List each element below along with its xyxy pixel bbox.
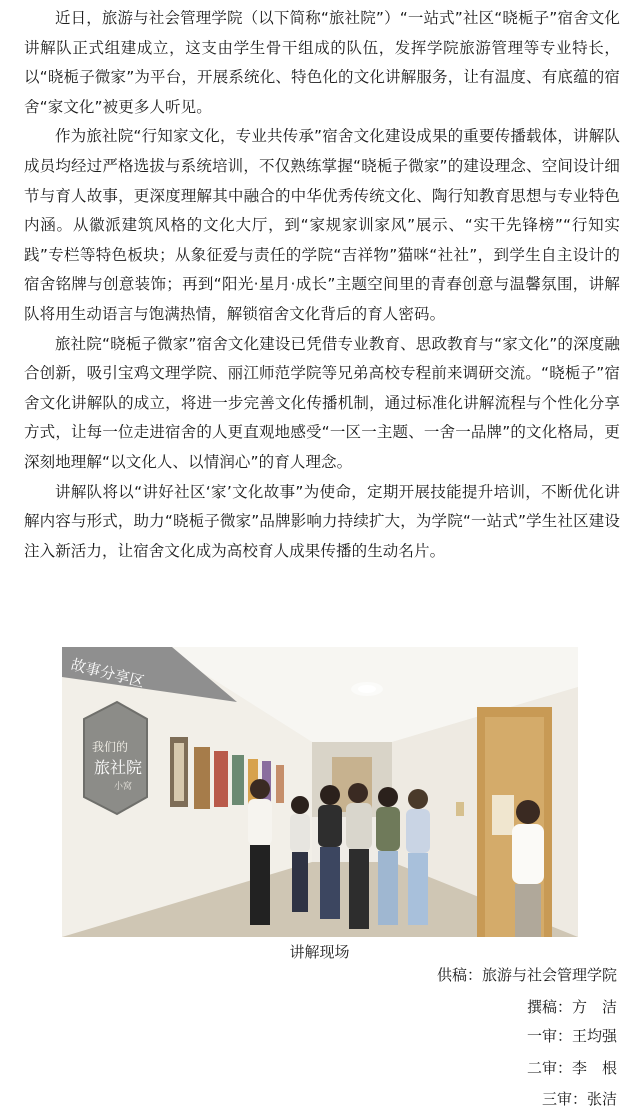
article-paragraph-1: 近日，旅游与社会管理学院（以下简称“旅社院”）“一站式”社区“晓栀子”宿舍文化讲解队正式组建成立，这支由学生骨干组成的队伍，发挥学院旅游管理等专业特长，以“晓栀子微家”为平台，开展系统化、特色化的文化讲解服务，让有温度、有底蕴的宿舍“家文化”被更多人听见。 xyxy=(24,9,620,116)
article-body xyxy=(24,0,620,566)
wall-sign-text: 故事分享区 xyxy=(69,655,147,692)
photo-caption: 讲解现场 xyxy=(289,943,350,961)
credit-line-first-review: 一审：王均强 xyxy=(526,1027,617,1045)
credit-line-author: 撰稿：方 洁 xyxy=(526,998,617,1016)
credit-line-second-review: 二审：李 根 xyxy=(526,1059,617,1077)
svg-text:旅社院: 旅社院 xyxy=(94,758,143,777)
svg-text:我们的: 我们的 xyxy=(92,740,129,754)
event-photo xyxy=(62,647,578,937)
article-paragraph-2: 作为旅社院“行知家文化，专业共传承”宿舍文化建设成果的重要传播载体，讲解队成员均经过严格选拔与系统培训，不仅熟练掌握“晓栀子微家”的建设理念、空间设计细节与育人故事，更深度理解其中融合的中华优秀传统文化、陶行知教育思想与专业特色内涵。从徽派建筑风格的文化大厅，到“家规家训家风”展示、“实干先锋榜”“行知实践”专栏等特色板块；从象征爱与责任的学院“吉祥物”猫咪“社社”，到学生自主设计的宿舍铭牌与创意装饰；再到“阳光·星月·成长”主题空间里的青春创意与温馨氛围，讲解队将用生动语言与饱满热情，解锁宿舍文化背后的育人密码。 xyxy=(24,127,620,323)
credit-line-contributor: 供稿：旅游与社会管理学院 xyxy=(436,966,617,984)
article-paragraph-4: 讲解队将以“讲好社区‘家’文化故事”为使命，定期开展技能提升培训，不断优化讲解内容与形式，助力“晓栀子微家”品牌影响力持续扩大，为学院“一站式”学生社区建设注入新活力，让宿舍文化成为高校育人成果传播的生动名片。 xyxy=(24,482,620,560)
credit-line-third-review: 三审：张洁 xyxy=(541,1090,617,1108)
article-paragraph-3: 旅社院“晓栀子微家”宿舍文化建设已凭借专业教育、思政教育与“家文化”的深度融合创新，吸引宝鸡文理学院、丽江师范学院等兄弟高校专程前来调研交流。“晓栀子”宿舍文化讲解队的成立，将进一步完善文化传播机制，通过标准化讲解流程与个性化分享方式，让每一位走进宿舍的人更直观地感受“一区一主题、一舍一品牌”的文化格局，更深刻地理解“以文化人、以情润心”的育人理念。 xyxy=(24,334,620,471)
svg-text:小窝: 小窝 xyxy=(114,782,133,792)
